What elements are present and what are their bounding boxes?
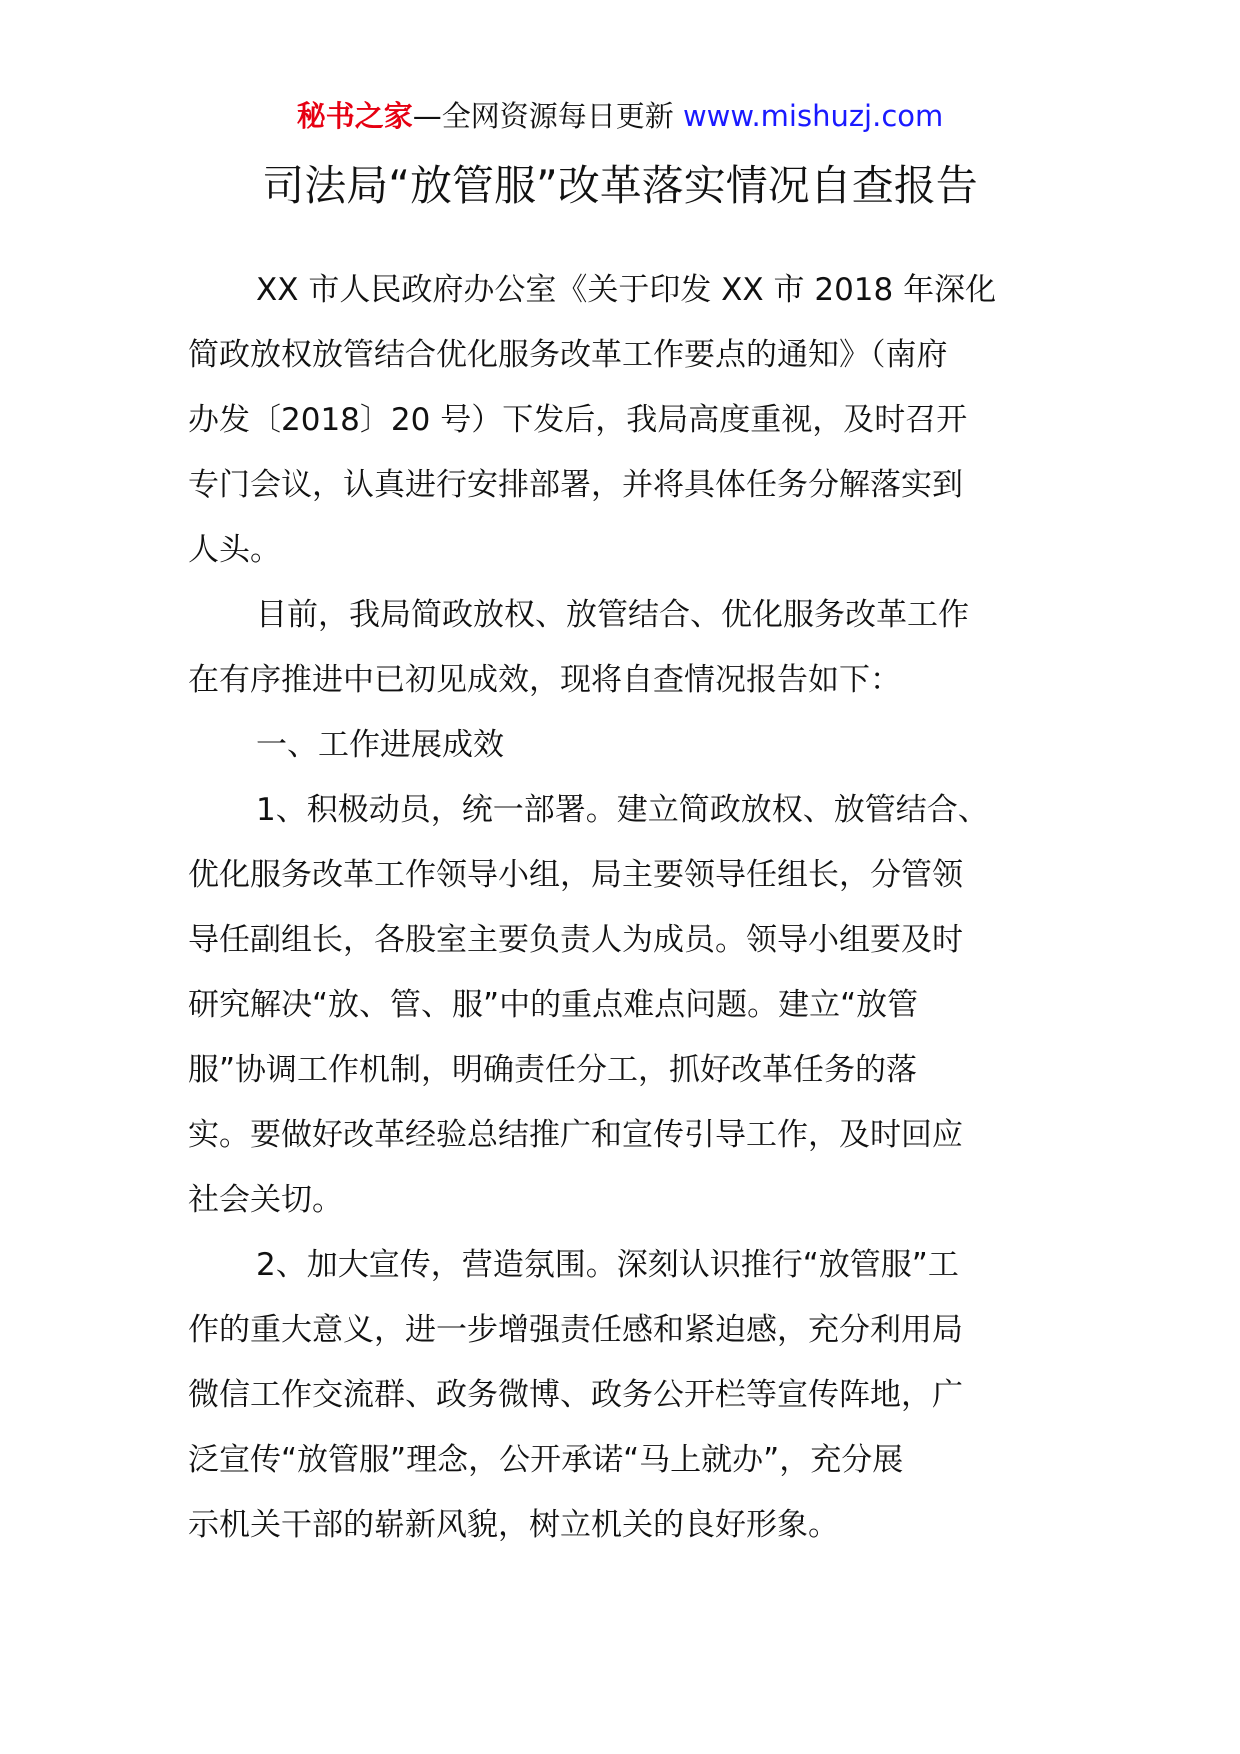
section-heading-line: 一、工作进展成效 bbox=[256, 727, 504, 763]
paragraph-item-1 bbox=[188, 778, 1058, 1233]
document-title: 司法局“放管服”改革落实情况自查报告 bbox=[262, 161, 978, 210]
paragraph-line: 1、积极动员，统一部署。建立简政放权、放管结合、 bbox=[256, 792, 989, 828]
paragraph-line: 示机关干部的崭新风貌，树立机关的良好形象。 bbox=[188, 1507, 839, 1543]
site-header bbox=[0, 96, 1240, 136]
paragraph-line: 办发〔2018〕20 号）下发后，我局高度重视，及时召开 bbox=[188, 402, 968, 438]
paragraph-line: 实。要做好改革经验总结推广和宣传引导工作，及时回应 bbox=[188, 1117, 963, 1153]
section-heading-progress bbox=[188, 713, 1058, 778]
site-brand-name: 秘书之家 bbox=[296, 99, 413, 133]
paragraph-line: 服”协调工作机制，明确责任分工，抓好改革任务的落 bbox=[188, 1052, 918, 1088]
paragraph-line: 专门会议，认真进行安排部署，并将具体任务分解落实到 bbox=[188, 467, 963, 503]
paragraph-current-status bbox=[188, 583, 1058, 713]
site-url-link[interactable]: www.mishuzj.com bbox=[682, 99, 944, 133]
paragraph-line: 人头。 bbox=[188, 532, 281, 568]
paragraph-line: 在有序推进中已初见成效，现将自查情况报告如下： bbox=[188, 662, 901, 698]
paragraph-line: 导任副组长，各股室主要负责人为成员。领导小组要及时 bbox=[188, 922, 963, 958]
paragraph-intro bbox=[188, 258, 1058, 583]
paragraph-item-2 bbox=[188, 1233, 1058, 1558]
paragraph-line: 泛宣传“放管服”理念，公开承诺“马上就办”，充分展 bbox=[188, 1442, 904, 1478]
paragraph-line: 简政放权放管结合优化服务改革工作要点的通知》（南府 bbox=[188, 337, 948, 373]
paragraph-line: XX 市人民政府办公室《关于印发 XX 市 2018 年深化 bbox=[256, 272, 997, 308]
paragraph-line: 2、加大宣传，营造氛围。深刻认识推行“放管服”工 bbox=[256, 1247, 959, 1283]
site-tagline: —全网资源每日更新 bbox=[412, 99, 683, 133]
paragraph-line: 优化服务改革工作领导小组，局主要领导任组长，分管领 bbox=[188, 857, 963, 893]
paragraph-line: 研究解决“放、管、服”中的重点难点问题。建立“放管 bbox=[188, 987, 919, 1023]
paragraph-line: 社会关切。 bbox=[188, 1182, 343, 1218]
paragraph-line: 作的重大意义，进一步增强责任感和紧迫感，充分利用局 bbox=[188, 1312, 963, 1348]
paragraph-line: 微信工作交流群、政务微博、政务公开栏等宣传阵地，广 bbox=[188, 1377, 963, 1413]
paragraph-line: 目前，我局简政放权、放管结合、优化服务改革工作 bbox=[256, 597, 969, 633]
document-body bbox=[188, 258, 1058, 1558]
